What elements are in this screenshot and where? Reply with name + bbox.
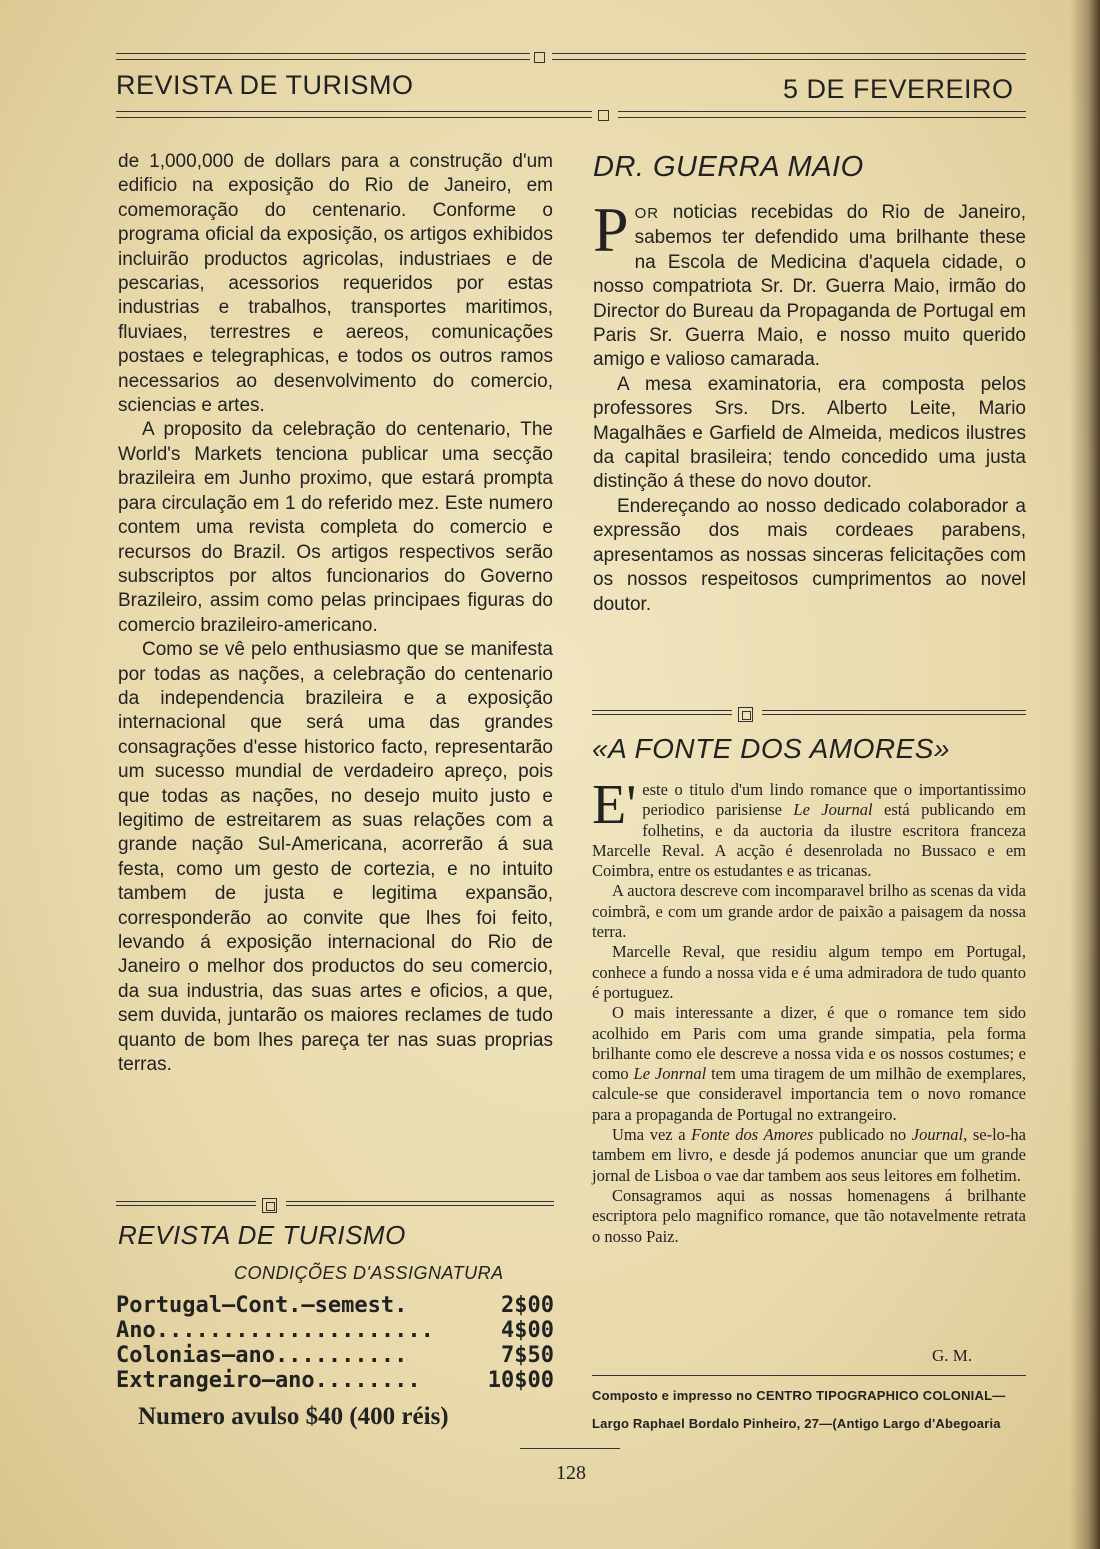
subscription-rule-left (116, 1201, 256, 1206)
fonte-p5-em2: Journal (911, 1125, 964, 1145)
fonte-paragraph-2: A auctora descreve com incomparavel brilho as scenas da vida coimbrã, e com um grande ardor de paixão a paisagem da nossa terra. (592, 881, 1026, 942)
fonte-paragraph-6: Consagramos aqui as nossas homenagens á brilhante escriptora pelo magnifico romance, que tão notavelmente retrata o nosso Paiz. (592, 1185, 1026, 1246)
fonte-dropcap: E' (592, 774, 637, 836)
imprint-line-1: Composto e impresso no CENTRO TIPOGRAPHICO COLONIAL— (592, 1388, 1006, 1403)
left-paragraph-3: Como se vê pelo enthusiasmo que se manifesta por todas as nações, a celebração do centenario da independencia brazileira e a exposição internacional que será uma das grandes consagrações d'esse historico facto, representarão um sucesso mundial de verdadeiro apreço, pois que todas as nações, no desejo muito justo e legitimo de estreitarem as suas relações com a grande nação Sul-Americana, acorrerão á sua festa, como um gesto de cortezia, e no intuito tambem de justa e legitima expansão, corresponderão ao convite que lhes foi feito, levando á exposição internacional do Rio de Janeiro o melhor dos productos do seu comercio, da sua industria, das suas artes e oficios, a que, sem duvida, juntarão os maiores reclames de tudo quanto de bom lhes pareça ter nas suas proprias terras. (118, 639, 553, 1076)
page-number: 128 (556, 1462, 586, 1484)
right-divider-right (762, 710, 1026, 715)
left-article (118, 150, 553, 1077)
guerra-maio-dropcap: P (593, 194, 629, 265)
single-issue-price: Numero avulso $40 (400 réis) (138, 1403, 449, 1430)
price-value: 4$00 (501, 1318, 554, 1343)
price-label: Extrangeiro—ano........ (116, 1368, 421, 1393)
fonte-title: «A FONTE DOS AMORES» (592, 733, 950, 764)
imprint-line-2: Largo Raphael Bordalo Pinheiro, 27—(Antigo Largo d'Abegoaria (592, 1416, 1001, 1431)
header-ornament-top (534, 52, 545, 63)
subscription-ornament (262, 1198, 277, 1213)
fonte-signature: G. M. (932, 1346, 973, 1365)
fonte-p4-b: tem uma tiragem de um milhão de exemplares, calcule-se que consideravel importancia tem o novo romance para a propaganda de Portugal no extrangeiro. (592, 1064, 1026, 1124)
price-value: 10$00 (487, 1368, 554, 1393)
subscription-subtitle: CONDIÇÕES D'ASSIGNATURA (234, 1263, 504, 1283)
fonte-p5-b: publicado no (813, 1125, 912, 1145)
guerra-maio-paragraph-3: Endereçando ao nosso dedicado colaborador a expressão dos mais cordeaes parabens, apresentamos as nossas sinceras felicitações com os nossos respeitosos cumprimentos ao novel doutor. (593, 495, 1026, 615)
guerra-maio-article (593, 194, 1026, 617)
subscription-title: REVISTA DE TURISMO (118, 1220, 406, 1250)
fonte-first-a: este o titulo d'um lindo romance que o importantissimo periodico parisiense (642, 780, 1026, 820)
left-paragraph-2: A proposito da celebração do centenario, The World's Markets tenciona publicar uma secção brazileira em Junho proximo, que estará prompta para circulação em 1 do referido mez. Este numero contem uma revista completa do comercio e recursos do Brazil. Os artigos respectivos serão subscriptos por altos funcionarios do Governo Brazileiro, assim como pelas principaes figuras do comercio brazileiro-americano. (118, 419, 553, 636)
fonte-p5-em1: Fonte dos Amores (691, 1125, 814, 1145)
fonte-paragraph-3: Marcelle Reval, que residiu algum tempo em Portugal, conhece a fundo a nossa vida e é uma admiradora de tudo quanto é portuguez. (592, 942, 1026, 1002)
price-value: 7$50 (501, 1343, 554, 1368)
price-label: Colonias—ano.......... (116, 1343, 408, 1368)
fonte-p4-em: Le Jonrnal (633, 1064, 707, 1084)
header-rule-bottom-right (618, 111, 1026, 118)
header-rule-bottom-left (116, 111, 592, 118)
price-value: 2$00 (501, 1293, 554, 1318)
running-title: REVISTA DE TURISMO (116, 70, 414, 100)
right-divider-left (592, 710, 732, 715)
fonte-article (592, 774, 1026, 1247)
header-ornament-bottom (598, 110, 609, 121)
fonte-p5-a: Uma vez a (612, 1125, 692, 1145)
left-paragraph-1: de 1,000,000 de dollars para a construção d'um edificio na exposição do Rio de Janeiro, em comemoração do centenario. Conforme o programa oficial da exposição, os artigos exhibidos incluirão productos agricolas, industriaes e de pescarias, acessorios requeridos por estas industrias e trabalhos, transportes maritimos, fluviaes, terrestres e aereos, comunicações postaes e telegraphicas, e todos os outros ramos necessarios ao desenvolvimento do comercio, sciencias e artes. (118, 151, 553, 417)
guerra-maio-lead: OR (634, 205, 660, 222)
price-row-colonias (116, 1343, 554, 1368)
guerra-maio-paragraph-2: A mesa examinatoria, era composta pelos professores Srs. Drs. Alberto Leite, Mario Magalhães e Garfield de Almeida, medicos ilustres da capital brasileira; tendo concedido uma justa distinção á these do novo doutor. (593, 373, 1026, 493)
fonte-p4-a: O mais interessante a dizer, é que o romance tem sido acolhido em Paris com uma grande simpatia, pela forma brilhante como ele descreve a nossa vida e os nossos costumes; e como (592, 1003, 1026, 1084)
page-edge-shadow (1070, 0, 1100, 1549)
price-row-portugal (116, 1293, 554, 1318)
right-divider-ornament (738, 707, 753, 722)
guerra-maio-first: noticias recebidas do Rio de Janeiro, sabemos ter defendido uma brilhante these na Escola de Medicina d'aquela cidade, o nosso compatriota Sr. Dr. Guerra Maio, irmão do Director do Bureau da Propaganda de Portugal em Paris Sr. Guerra Maio, e nosso muito querido amigo e valioso camarada. (593, 202, 1026, 371)
price-row-ano (116, 1318, 554, 1343)
price-label: Ano..................... (116, 1318, 434, 1343)
fonte-p5-c: , se-lo-ha tambem em livro, e desde já podemos anunciar que um grande jornal de Lisboa o vae dar tambem aos seus leitores em folhetim. (592, 1125, 1026, 1185)
fonte-first-b: está publicando em folhetins, e da auctoria da ilustre escritora franceza Marcelle Reval. A acção é desenrolada no Bussaco e em Coimbra, entre os estudantes e as tricanas. (592, 800, 1026, 881)
price-row-extrangeiro (116, 1368, 554, 1393)
header-rule-top-right (552, 53, 1026, 60)
subscription-rule-right (286, 1201, 554, 1206)
running-date: 5 DE FEVEREIRO (783, 74, 1014, 104)
price-label: Portugal—Cont.—semest. (116, 1293, 408, 1318)
header-rule-top-left (116, 53, 530, 60)
imprint-rule (592, 1375, 1026, 1376)
page-number-rule (520, 1448, 620, 1449)
guerra-maio-title: DR. GUERRA MAIO (593, 151, 864, 183)
fonte-first-em: Le Journal (793, 800, 873, 820)
